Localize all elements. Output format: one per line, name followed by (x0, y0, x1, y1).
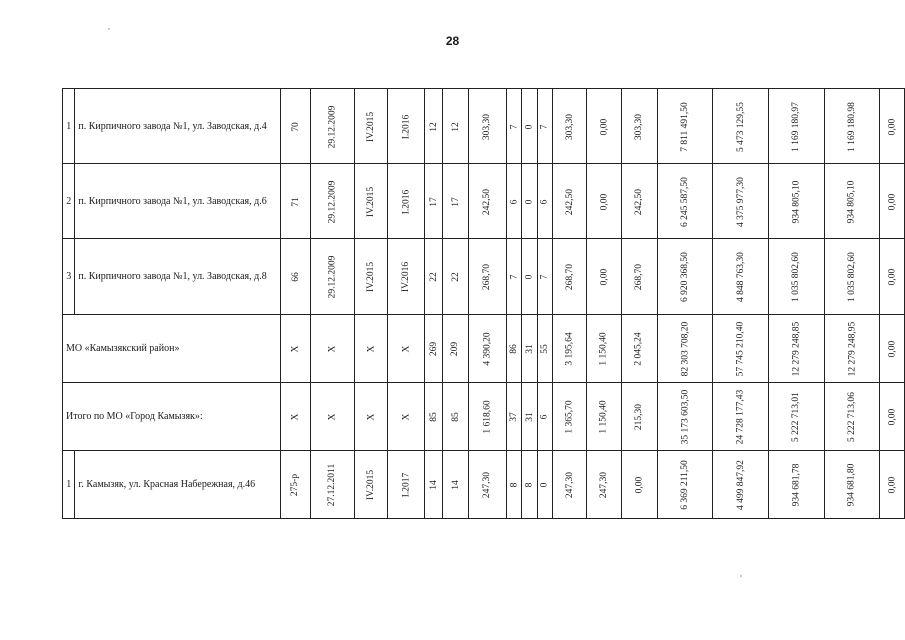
data-cell (443, 315, 468, 383)
cell-value: 0 (524, 124, 535, 129)
cell-value: 4 375 977,30 (735, 176, 746, 227)
data-cell (522, 239, 537, 315)
data-cell (506, 89, 521, 164)
cell-value: 12 (428, 121, 439, 132)
cell-value: 268,70 (564, 263, 575, 291)
cell-value: 934 681,80 (846, 463, 857, 507)
data-cell (537, 164, 552, 239)
data-cell (621, 315, 657, 383)
cell-value: 1 150,40 (598, 400, 609, 434)
table-row (63, 164, 905, 239)
housing-program-table (62, 88, 905, 519)
data-cell (443, 383, 468, 451)
cell-value: 7 (508, 274, 519, 280)
data-cell (537, 451, 552, 519)
cell-value: 7 (539, 124, 550, 129)
data-cell (468, 383, 506, 451)
cell-value: 1 035 802,60 (791, 252, 802, 302)
data-cell (388, 451, 425, 519)
table-row (63, 239, 905, 315)
cell-value: X (366, 345, 377, 353)
cell-value: 4 499 847,92 (735, 460, 746, 510)
row-number: 1 (63, 451, 75, 519)
data-cell (354, 89, 387, 164)
cell-value: 269 (428, 341, 439, 357)
cell-value: 1 169 180,97 (791, 101, 802, 152)
data-cell (713, 383, 769, 451)
subtotal-label: Итого по МО «Город Камызяк»: (63, 383, 281, 451)
table-row (63, 451, 905, 519)
data-cell (537, 383, 552, 451)
cell-value: 6 (539, 199, 550, 204)
cell-value: 303,30 (482, 113, 493, 140)
address-cell: г. Камызяк, ул. Красная Набережная, д.46 (75, 451, 281, 519)
cell-value: 31 (524, 344, 535, 354)
cell-value: 303,30 (564, 113, 575, 140)
data-cell (468, 164, 506, 239)
data-cell (824, 451, 880, 519)
data-cell (311, 315, 355, 383)
data-cell (506, 383, 521, 451)
cell-value: 934 805,10 (846, 180, 857, 223)
cell-value: 22 (428, 272, 439, 282)
data-cell (354, 239, 387, 315)
cell-value: 5 222 713,01 (791, 392, 802, 442)
cell-value: 247,30 (564, 471, 575, 499)
data-cell (587, 164, 621, 239)
data-cell (443, 451, 468, 519)
data-cell (657, 239, 713, 315)
cell-value: 247,30 (598, 471, 609, 499)
cell-value: 268,70 (634, 263, 645, 291)
cell-value: 0,00 (598, 193, 609, 210)
cell-value: X (401, 345, 412, 353)
cell-value: 5 222 713,06 (846, 392, 857, 442)
data-cell (768, 383, 824, 451)
data-cell (880, 383, 905, 451)
cell-value: 29.12.2009 (327, 105, 338, 148)
cell-value: 7 (539, 274, 550, 280)
data-cell (425, 239, 443, 315)
row-number: 3 (63, 239, 75, 315)
data-cell (713, 89, 769, 164)
cell-value: 37 (508, 412, 519, 422)
cell-value: 268,70 (482, 263, 493, 291)
data-cell (388, 383, 425, 451)
data-cell (443, 89, 468, 164)
cell-value: 934 681,78 (791, 463, 802, 507)
table-row (63, 89, 905, 164)
cell-value: 3 195,64 (564, 332, 575, 366)
cell-value: 247,30 (482, 471, 493, 499)
data-cell (657, 383, 713, 451)
cell-value: 0,00 (598, 118, 609, 135)
data-cell (425, 164, 443, 239)
cell-value: 0,00 (598, 268, 609, 286)
cell-value: IV.2015 (366, 261, 377, 293)
cell-value: 0,00 (887, 193, 898, 210)
data-cell (587, 89, 621, 164)
data-cell (621, 89, 657, 164)
cell-value: 209 (450, 341, 461, 357)
data-cell (522, 451, 537, 519)
data-cell (553, 315, 587, 383)
data-cell (657, 89, 713, 164)
data-cell (388, 164, 425, 239)
cell-value: I.2017 (401, 472, 412, 498)
data-cell (354, 383, 387, 451)
data-cell (768, 451, 824, 519)
data-cell (713, 451, 769, 519)
cell-value: X (327, 345, 338, 353)
data-cell (537, 315, 552, 383)
cell-value: 0,00 (887, 408, 898, 426)
cell-value: 29.12.2009 (327, 180, 338, 223)
cell-value: 17 (450, 196, 461, 207)
data-cell (621, 383, 657, 451)
data-cell (311, 164, 355, 239)
cell-value: 12 (450, 121, 461, 132)
data-cell (824, 239, 880, 315)
cell-value: 242,50 (482, 188, 493, 215)
data-cell (537, 89, 552, 164)
data-cell (537, 239, 552, 315)
cell-value: 29.12.2009 (327, 255, 338, 299)
data-cell (522, 383, 537, 451)
data-cell (281, 451, 311, 519)
cell-value: 85 (428, 412, 439, 422)
cell-value: 6 369 211,50 (679, 460, 690, 510)
data-cell (506, 451, 521, 519)
cell-value: 0,00 (887, 476, 898, 494)
cell-value: 66 (290, 272, 301, 282)
cell-value: 1 150,40 (598, 332, 609, 366)
data-cell (311, 89, 355, 164)
cell-value: 86 (508, 344, 519, 354)
data-cell (553, 89, 587, 164)
data-cell (468, 239, 506, 315)
cell-value: 31 (524, 412, 535, 422)
cell-value: 22 (450, 272, 461, 282)
subtotal-label: МО «Камызякский район» (63, 315, 281, 383)
cell-value: 1 618,60 (482, 400, 493, 434)
cell-value: 0,00 (887, 340, 898, 358)
data-cell (311, 383, 355, 451)
data-cell (281, 239, 311, 315)
row-number: 1 (63, 89, 75, 164)
data-cell (553, 239, 587, 315)
cell-value: 4 390,20 (482, 332, 493, 366)
cell-value: 934 805,10 (791, 180, 802, 223)
data-cell (880, 315, 905, 383)
data-cell (587, 383, 621, 451)
data-cell (311, 451, 355, 519)
cell-value: 8 (524, 482, 535, 488)
data-cell (768, 89, 824, 164)
data-cell (553, 164, 587, 239)
cell-value: 0,00 (887, 118, 898, 135)
subtotal-row (63, 315, 905, 383)
cell-value: 0 (524, 274, 535, 280)
cell-value: 7 811 491,50 (679, 101, 690, 152)
data-cell (522, 164, 537, 239)
data-cell (443, 164, 468, 239)
address-cell: п. Кирпичного завода №1, ул. Заводская, д.8 (75, 239, 281, 315)
cell-value: 57 745 210,40 (735, 321, 746, 377)
cell-value: 6 245 587,50 (679, 176, 690, 227)
cell-value: 12 279 248,85 (791, 321, 802, 377)
cell-value: 1 365,70 (564, 400, 575, 434)
scan-speck (108, 28, 110, 30)
data-cell (425, 383, 443, 451)
address-cell: п. Кирпичного завода №1, ул. Заводская, д.4 (75, 89, 281, 164)
cell-value: 0,00 (887, 268, 898, 286)
cell-value: 27.12.2011 (327, 463, 338, 507)
data-cell (388, 315, 425, 383)
data-cell (281, 164, 311, 239)
data-cell (621, 164, 657, 239)
data-cell (281, 315, 311, 383)
subtotal-row (63, 383, 905, 451)
data-cell (657, 164, 713, 239)
data-cell (768, 315, 824, 383)
cell-value: 0 (524, 199, 535, 204)
cell-value: IV.2016 (401, 261, 412, 293)
data-cell (425, 89, 443, 164)
data-cell (506, 164, 521, 239)
row-number: 2 (63, 164, 75, 239)
cell-value: 24 728 177,43 (735, 389, 746, 445)
cell-value: 14 (450, 480, 461, 490)
cell-value: 4 848 763,30 (735, 252, 746, 302)
cell-value: 1 035 802,60 (846, 252, 857, 302)
cell-value: 6 (539, 414, 550, 420)
cell-value: 303,30 (634, 113, 645, 140)
cell-value: 7 (508, 124, 519, 129)
cell-value: 85 (450, 412, 461, 422)
data-cell (824, 383, 880, 451)
data-cell (880, 239, 905, 315)
cell-value: 1 169 180,98 (846, 101, 857, 152)
data-cell (388, 89, 425, 164)
data-cell (522, 315, 537, 383)
cell-value: I.2016 (401, 114, 412, 139)
cell-value: 215,30 (634, 403, 645, 431)
cell-value: X (366, 413, 377, 421)
data-cell (768, 164, 824, 239)
data-cell (506, 239, 521, 315)
cell-value: 275-р (290, 473, 301, 497)
cell-value: 5 473 129,55 (735, 101, 746, 152)
cell-value: 14 (428, 480, 439, 490)
cell-value: 2 045,24 (634, 332, 645, 366)
data-cell (880, 89, 905, 164)
data-cell (587, 239, 621, 315)
data-cell (657, 451, 713, 519)
data-cell (281, 383, 311, 451)
data-cell (713, 239, 769, 315)
data-cell (506, 315, 521, 383)
data-cell (522, 89, 537, 164)
cell-value: 0 (539, 482, 550, 488)
data-cell (553, 383, 587, 451)
cell-value: X (327, 413, 338, 421)
cell-value: IV.2015 (366, 111, 377, 142)
data-cell (425, 451, 443, 519)
data-cell (880, 164, 905, 239)
cell-value: IV.2015 (366, 186, 377, 217)
cell-value: 242,50 (564, 188, 575, 215)
cell-value: IV.2015 (366, 469, 377, 501)
data-cell (468, 315, 506, 383)
cell-value: 82 303 708,20 (679, 321, 690, 377)
data-cell (713, 315, 769, 383)
data-cell (587, 315, 621, 383)
data-cell (824, 89, 880, 164)
data-cell (354, 164, 387, 239)
page-number: 28 (445, 34, 460, 48)
data-cell (587, 451, 621, 519)
cell-value: I.2016 (401, 189, 412, 214)
cell-value: 242,50 (634, 188, 645, 215)
data-cell (311, 239, 355, 315)
cell-value: 8 (508, 482, 519, 488)
data-cell (621, 239, 657, 315)
data-cell (468, 89, 506, 164)
cell-value: X (290, 345, 301, 353)
data-cell (657, 315, 713, 383)
data-cell (425, 315, 443, 383)
cell-value: X (290, 413, 301, 421)
cell-value: 55 (539, 344, 550, 354)
cell-value: 6 920 368,50 (679, 252, 690, 302)
data-cell (468, 451, 506, 519)
data-cell (768, 239, 824, 315)
cell-value: 71 (290, 196, 301, 207)
cell-value: 12 279 248,95 (846, 321, 857, 377)
cell-value: 70 (290, 121, 301, 132)
data-cell (824, 315, 880, 383)
scan-speck (740, 575, 742, 577)
data-cell (281, 89, 311, 164)
address-cell: п. Кирпичного завода №1, ул. Заводская, д.6 (75, 164, 281, 239)
data-cell (880, 451, 905, 519)
data-cell (388, 239, 425, 315)
data-cell (443, 239, 468, 315)
data-cell (354, 451, 387, 519)
data-cell (621, 451, 657, 519)
data-cell (354, 315, 387, 383)
data-cell (553, 451, 587, 519)
cell-value: X (401, 413, 412, 421)
cell-value: 17 (428, 196, 439, 207)
cell-value: 35 173 603,50 (679, 389, 690, 445)
cell-value: 6 (508, 199, 519, 204)
cell-value: 0,00 (634, 476, 645, 494)
data-cell (824, 164, 880, 239)
data-cell (713, 164, 769, 239)
